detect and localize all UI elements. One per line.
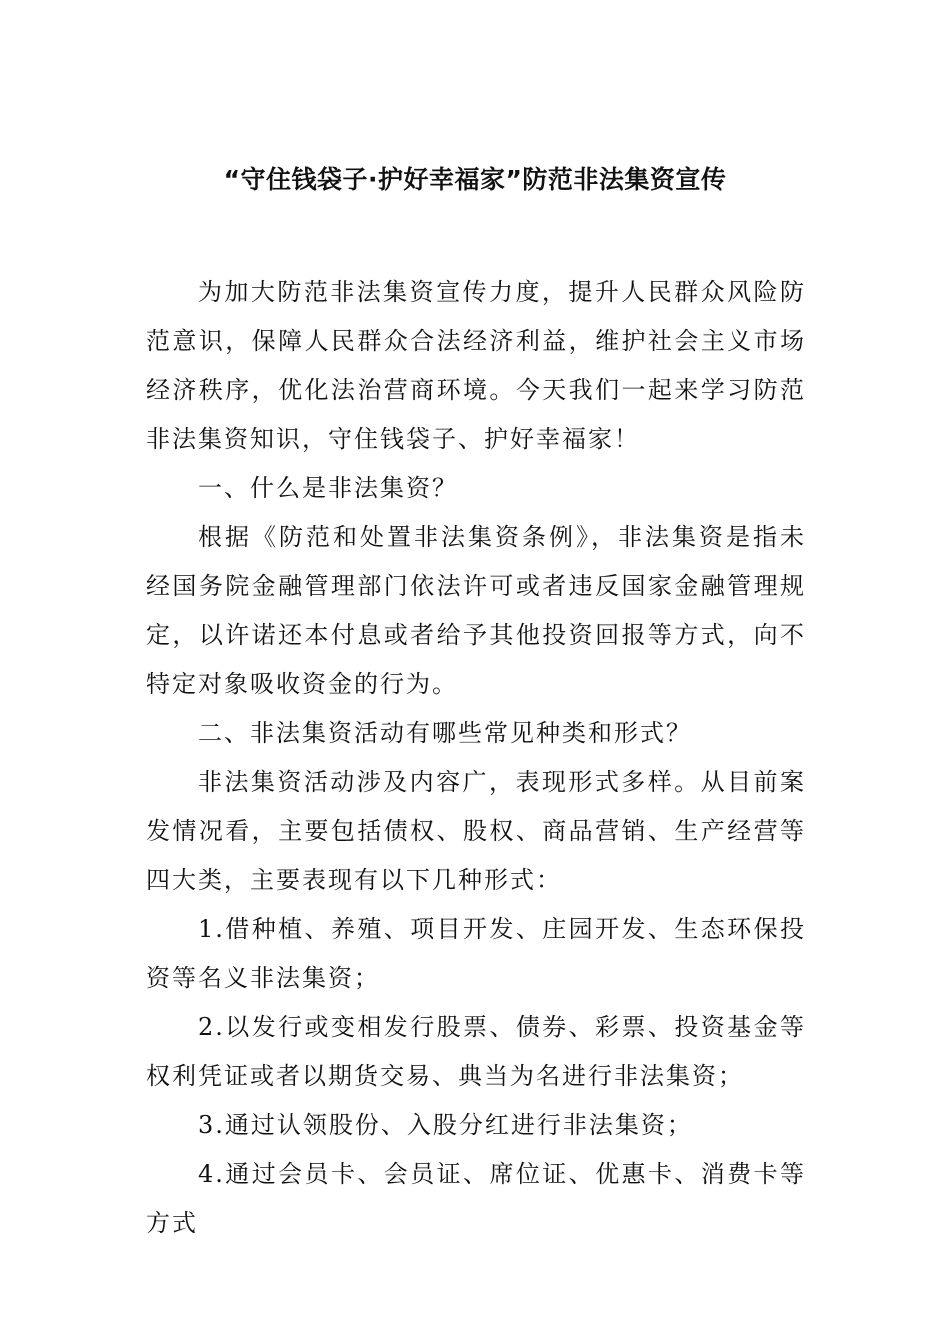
list-item-2: 2.以发行或变相发行股票、债券、彩票、投资基金等权利凭证或者以期货交易、典当为名进行非法集资； [146, 1013, 806, 1090]
list-item-3: 3.通过认领股份、入股分红进行非法集资； [198, 1111, 693, 1139]
list-item-1: 1.借种植、养殖、项目开发、庄园开发、生态环保投资等名义非法集资； [146, 915, 806, 992]
document-title: “守住钱袋子·护好幸福家”防范非法集资宣传 [223, 165, 727, 194]
document-body [146, 268, 806, 1248]
list-item-4: 4.通过会员卡、会员证、席位证、优惠卡、消费卡等方式 [146, 1160, 806, 1237]
paragraph-intro: 为加大防范非法集资宣传力度，提升人民群众风险防范意识，保障人民群众合法经济利益，维护社会主义市场经济秩序，优化法治营商环境。今天我们一起来学习防范非法集资知识，守住钱袋子、护好幸福家！ [146, 278, 806, 453]
section-heading-1: 一、什么是非法集资？ [198, 474, 458, 502]
paragraph-forms-intro: 非法集资活动涉及内容广，表现形式多样。从目前案发情况看，主要包括债权、股权、商品营销、生产经营等四大类，主要表现有以下几种形式： [146, 768, 806, 894]
paragraph-definition: 根据《防范和处置非法集资条例》，非法集资是指未经国务院金融管理部门依法许可或者违反国家金融管理规定，以许诺还本付息或者给予其他投资回报等方式，向不特定对象吸收资金的行为。 [146, 523, 806, 698]
section-heading-2: 二、非法集资活动有哪些常见种类和形式？ [198, 719, 692, 747]
